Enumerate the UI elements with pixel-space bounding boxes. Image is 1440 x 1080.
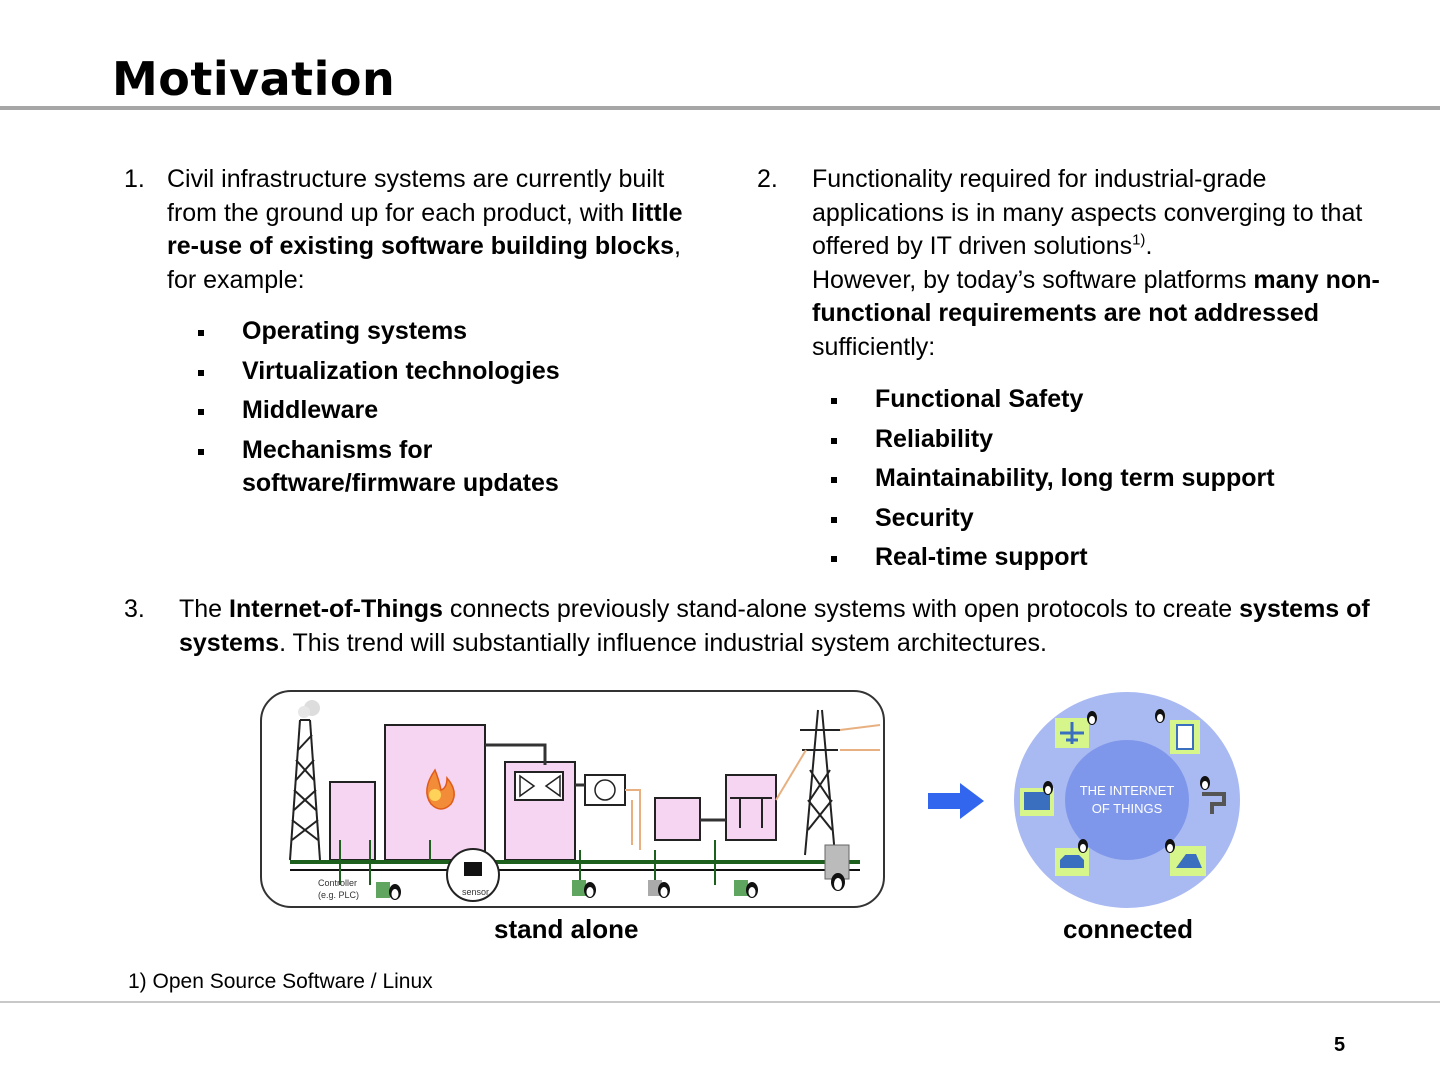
point-3-number: 3. — [124, 595, 145, 623]
linux-device-icon — [572, 880, 596, 898]
point-3-text: The Internet-of-Things connects previously stand-alone systems with open protocols to create systems of systems. This trend will substantially influence industrial system architectures. — [179, 595, 1370, 657]
point-2-bullet-list — [831, 383, 1371, 581]
bullet-square-icon — [198, 370, 204, 376]
airplane-icon — [1055, 718, 1089, 748]
arrow-right-icon — [928, 783, 984, 819]
point-1-bullet-list — [198, 315, 658, 507]
power-outlet-icon — [1170, 720, 1200, 754]
stand-alone-caption: stand alone — [494, 914, 639, 944]
point-1-text: Civil infrastructure systems are currently built from the ground up for each product, with little re-use of existing software building blocks, for example: — [167, 165, 683, 294]
point-1 — [124, 163, 704, 303]
footnote-ref: 1) — [1132, 231, 1146, 249]
iot-ring-illustration — [1010, 688, 1245, 913]
list-item: Maintainability, long term support — [831, 462, 1371, 496]
point-1-number: 1. — [124, 165, 145, 193]
list-item: Middleware — [198, 394, 658, 428]
bullet-square-icon — [831, 438, 837, 444]
bullet-square-icon — [198, 449, 204, 455]
controller-label-2: (e.g. PLC) — [318, 890, 360, 900]
list-item: Virtualization technologies — [198, 355, 658, 389]
point-2 — [757, 163, 1397, 373]
footer-divider — [0, 1001, 1440, 1003]
sensor-label: sensor — [462, 887, 490, 897]
list-item: Real-time support — [831, 541, 1371, 575]
phone-icon — [1170, 846, 1206, 876]
slide-title: Motivation — [112, 52, 396, 106]
list-item: Operating systems — [198, 315, 658, 349]
linux-device-icon — [734, 880, 758, 898]
point-2-number: 2. — [757, 165, 778, 193]
list-item: Reliability — [831, 423, 1371, 457]
linux-device-icon — [376, 882, 401, 900]
bullet-square-icon — [831, 556, 837, 562]
connected-caption: connected — [1063, 914, 1194, 944]
bullet-square-icon — [198, 409, 204, 415]
iot-diagram — [1010, 688, 1245, 913]
point-2-emphasis: many non-functional requirements are not addressed — [812, 265, 1380, 327]
point-2-text: Functionality required for industrial-grade applications is in many aspects converging to that offered by IT driven solutions$^{1)}$. However, by today’s software platforms many non-functional requirements are not addressed sufficiently: — [812, 165, 1380, 361]
point-3 — [124, 593, 1404, 663]
controller-label: Controller — [318, 878, 358, 888]
iot-center-label-2: OF THINGS — [1091, 801, 1163, 816]
bullet-square-icon — [831, 398, 837, 404]
bullet-square-icon — [831, 517, 837, 523]
list-item: Mechanisms for software/firmware updates — [198, 434, 658, 501]
list-item: Security — [831, 502, 1371, 536]
footnote: 1) Open Source Software / Linux — [128, 970, 433, 993]
power-plant-illustration — [260, 690, 885, 910]
title-divider — [0, 106, 1440, 110]
point-1-emphasis: little re-use of existing software building blocks — [167, 198, 683, 260]
iot-center-label-1: THE INTERNET — [1079, 783, 1175, 798]
bullet-square-icon — [198, 330, 204, 336]
stand-alone-diagram — [260, 690, 885, 910]
bullet-square-icon — [831, 477, 837, 483]
list-item: Functional Safety — [831, 383, 1371, 417]
page-number: 5 — [1334, 1034, 1346, 1056]
